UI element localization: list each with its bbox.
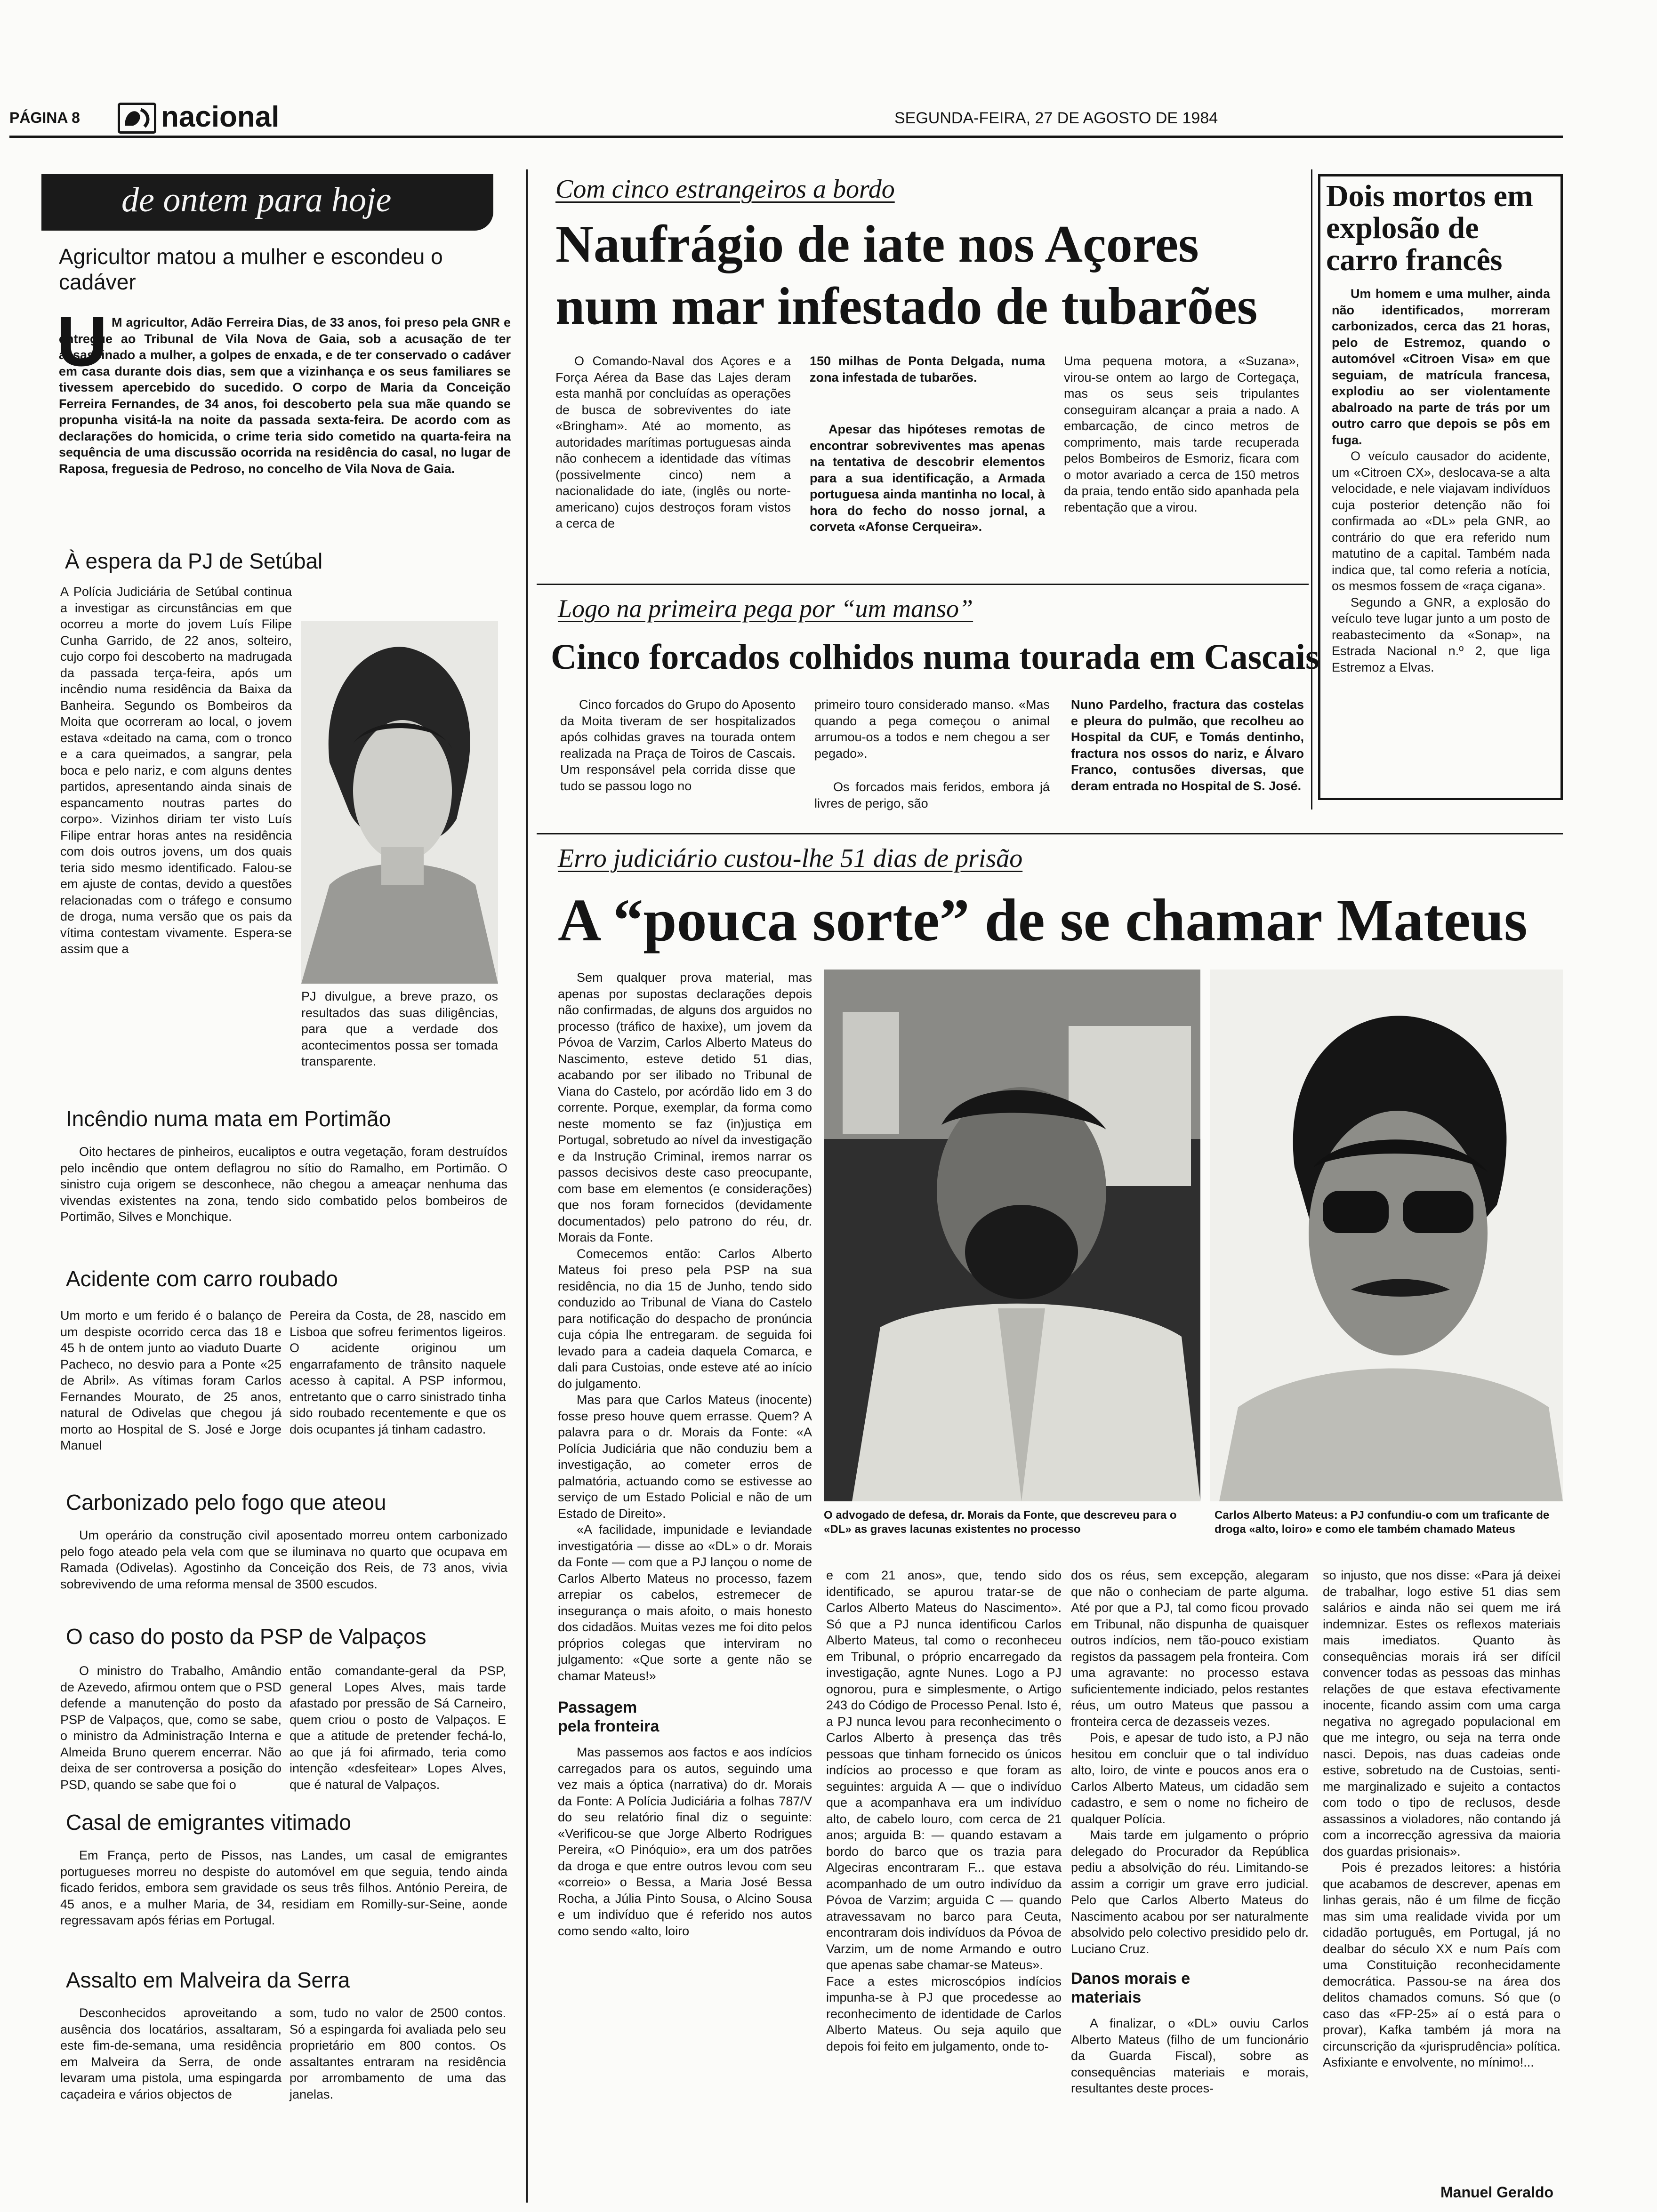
mateus-col1d: «A facilidade, impunidade e leviandade investigatória — disse ao «DL» o dr. Morais da Fonte — com que a PJ lançou o nome de Carlos Alberto Mateus no processo, fazem arrepiar os cabelos, estremecer de insegurança o mais afoito, o mais honesto dos cidadãos. Muitas vezes me foi dito pelos próprios colegas que interviram no julgamento: «Que sorte a gente não se chamar Mateus!» xyxy=(558,1523,812,1683)
portimao-body: Oito hectares de pinheiros, eucaliptos e outra vegetação, foram destruídos pelo incêndio que ontem deflagrou no sítio do Ramalho, em Portimão. O sinistro cuja origem se desconhece, não chegou a ameaçar nenhuma das vivendas existentes na zona, tendo sido combatido pelos bombeiros de Portimão, Silves e Monchique. xyxy=(60,1145,507,1224)
issue-date: SEGUNDA-FEIRA, 27 DE AGOSTO DE 1984 xyxy=(894,109,1218,127)
section-rule xyxy=(537,833,1563,834)
forcados-col2a: primeiro touro considerado manso. «Mas quando a pega começou o animal arrumou-os a todos e nem chegou a ser pegado». xyxy=(814,697,1050,761)
explosao-box xyxy=(1318,174,1563,800)
malveira-col2: som, tudo no valor de 2500 contos. Só a espingarda foi avaliada pelo seu proprietário em 800 contos. Os assaltantes entraram na residência por arrombamento de uma das janelas. xyxy=(290,2006,506,2101)
portimao-headline: Incêndio numa mata em Portimão xyxy=(66,1106,391,1131)
mateus-col1b: Comecemos então: Carlos Alberto Mateus foi preso pela PSP na sua residência, no dia 15 de Junho, tendo sido conduzido ao Tribunal de Viana do Castelo para notificação do despacho de pronúncia cuja cópia lhe entregaram. de seguida foi levado para a cadeia daquela Comarca, e dali para Custoias, onde esteve até ao início do julgamento. xyxy=(558,1246,812,1391)
passagem-subhead: Passagem pela fronteira xyxy=(558,1699,660,1735)
naufragio-col2b: Apesar das hipóteses remotas de encontrar sobreviventes mas apenas na tentativa de descobrir elementos para a sua identificação, a Armada portuguesa ainda mantinha no local, à hora do fecho do nosso jornal, a corveta «Afonse Cerqueira». xyxy=(810,422,1045,534)
naufragio-col2a: 150 milhas de Ponta Delgada, numa zona infestada de tubarões. xyxy=(810,354,1045,385)
forcados-headline: Cinco forcados colhidos numa tourada em Cascais xyxy=(551,637,1319,677)
page-label: PÁGINA 8 xyxy=(9,109,80,126)
naufragio-col3: Uma pequena motora, a «Suzana», virou-se ontem ao largo de Cortegaça, mas os seus seis tripulantes conseguiram alcançar a praia a nado. A embarcação, de cinco metros de comprimento, mais tarde recuperada pelos Bombeiros de Esmoriz, ficara com o motor avariado a cerca de 150 metros da praia, tendo então sido apanhada pela rebentação que a virou. xyxy=(1064,354,1299,514)
naufragio-col1: O Comando-Naval dos Açores e a Força Aérea da Base das Lajes deram esta manhã por concluídas as operações de busca de sobreviventes do iate «Bringham». Até ao momento, as autoridades marítimas portuguesas ainda não conhecem a identidade das vítimas (possivelmente cinco) nem a nacionalidade do iate, (inglês ou norte-americano) cujos destroços foram vistos a cerca de xyxy=(555,354,791,530)
victim-portrait-photo xyxy=(301,621,498,984)
column-divider xyxy=(526,169,528,2203)
emigrantes-body: Em França, perto de Pissos, nas Landes, um casal de emigrantes portugueses morreu no despiste do automóvel em que seguia, tendo ainda ficado feridos, embora sem gravidade os seus três filhos. António Pereira, de 45 anos, e a mulher Maria, de 34, residiam em Romilly-sur-Seine, aonde regressavam após férias em Portugal. xyxy=(60,1848,507,1927)
explosao-p3: Segundo a GNR, a explosão do veículo teve lugar junto a um posto de reabastecimento da «Sonap», na Estrada Nacional n.º 2, que liga Estremoz a Elvas. xyxy=(1332,595,1550,674)
setubal-headline: À espera da PJ de Setúbal xyxy=(65,549,323,573)
mateus-col4 xyxy=(1323,1567,1560,2071)
carro-col1: Um morto e um ferido é o balanço de um despiste ocorrido cerca das 18 e 45 h de ontem junto ao viaduto Duarte Pacheco, no desvio para a Ponte «25 de Abril». As vítimas foram Carlos Fernandes Mourato, de 25 anos, natural de Odivelas que chegou já morto ao Hospital de S. José e Jorge Manuel xyxy=(60,1308,282,1452)
mateus-headline: A “pouca sorte” de se chamar Mateus xyxy=(558,887,1528,954)
masthead-rule xyxy=(9,136,1563,138)
mateus-col3b: Pois, e apesar de tudo isto, a PJ não hesitou em concluir que o tal indivíduo alto, loiro, de vinte e poucos anos era o Carlos Alberto Mateus, um cidadão sem cadastro, e sem o nome no ficheiro de qualquer Polícia. xyxy=(1071,1731,1309,1826)
mateus-col1a: Sem qualquer prova material, mas apenas por supostas declarações depois não confirmadas, de alguns dos arguidos no processo (tráfico de haxixe), um jovem da Póvoa de Varzim, Carlos Alberto Mateus do Nascimento, esteve detido 51 dias, acabando por ser ilibado no Tribunal de Viana do Castelo, por acórdão lido em 3 do corrente. Porque, exemplar, da forma como neste momento se faz (in)justiça em Portugal, sobretudo ao nível da investigação e da Instrução Criminal, iremos narrar os passos decisivos deste caso preocupante, com base em elementos (e considerações) que nos foram fornecidos (devidamente documentados) pelo patrono do réu, dr. Morais da Fonte. xyxy=(558,970,812,1244)
lawyer-photo xyxy=(824,970,1200,1501)
forcados-col2b: Os forcados mais feridos, embora já livres de perigo, são xyxy=(814,780,1050,810)
valpacos-headline: O caso do posto da PSP de Valpaços xyxy=(66,1624,426,1649)
forcados-col1: Cinco forcados do Grupo do Aposento da Moita tiveram de ser hospitalizados após colhidas graves na tourada ontem realizada na Praça de Toiros de Cascais. Um responsável pela corrida disse que tudo se passou logo no xyxy=(560,697,796,793)
mateus-col4b: Pois é prezados leitores: a história que acabamos de descrever, apenas em linhas gerais, não é um filme de ficção mas sim uma realidade vivida por um cidadão português, em Portugal, já no dealbar do século XX e num País com uma Constituição reconhecidamente democrática. Passou-se na área dos delitos chamados comuns. Só que (o caso das «FP-25» aí o está para o provar), Kafka também já mora na circunscrição da «jurisprudência» política. Asfixiante e envolvente, no mínimo!... xyxy=(1323,1860,1560,2069)
mateus-col1 xyxy=(558,970,812,1939)
mateus-col1c: Mas para que Carlos Mateus (inocente) fosse preso houve quem errasse. Quem? A palavra para o dr. Morais da Fonte: «A Polícia Judiciária que não conduziu bem a investigação, ao cometer erros de palmatória, actuando como se estivesse ao serviço de um Estado Policial e não de um Estado de Direito». xyxy=(558,1393,812,1521)
mateus-col2: e com 21 anos», que, tendo sido identificado, se apurou tratar-se de Carlos Alberto Mateus do Nascimento». Só que a PJ nunca identificou Carlos Alberto Mateus, tal como o reconheceu em Tribunal, o próprio encarregado da investigação, agnte Nunes. Logo a PJ ognorou, pura e simplesmente, o Artigo 243 do Código de Processo Penal. Isto é, a PJ nunca levou para reconhecimento o Carlos Alberto à presença das três pessoas que tinham fornecido os únicos indícios ao processo e que foram as seguintes: arguida A — que o indivíduo que a acompanhava era um indivíduo alto, de cabelo louro, com cerca de 21 anos; arguida B: — quando estavam a bordo do barco que os trazia para Algeciras encontraram F... que estava acompanhado de um outro indivíduo da Póvoa de Varzim; arguida C — quando atravessavam no barco para Ceuta, encontraram dois indivíduos da Póvoa de Varzim, um de nome Armando e outro que apenas sabe chamar-se Mateus». Face a estes microscópios indícios impunha-se à PJ que procedesse ao reconhecimento de identidade de Carlos Alberto Mateus. Ou seja aquilo que depois foi feito em julgamento, onde to- xyxy=(826,1568,1062,2053)
valpacos-col2: então comandante-geral da PSP, general Lopes Alves, mais tarde afastado por pressão de Sá Carneiro, quem criou o posto de Valpaços. E que a atitude de pretender fechá-lo, ao que já foi afirmado, teria como intenção «desfeitear» Lopes Alves, que é natural de Valpaços. xyxy=(290,1664,506,1792)
emigrantes-headline: Casal de emigrantes vitimado xyxy=(66,1810,351,1835)
carro-col2: Pereira da Costa, de 28, nascido em Lisboa que sofreu ferimentos ligeiros. O acidente originou um engarrafamento de trânsito naquele acesso à capital. A PSP informou, entretanto que o carro sinistrado tinha sido roubado recentemente e que os dois ocupantes já tinham cadastro. xyxy=(290,1308,506,1436)
naufragio-headline-line1: Naufrágio de iate nos Açores xyxy=(555,215,1199,273)
mateus-col3 xyxy=(1071,1567,1309,2097)
naufragio-headline-line2: num mar infestado de tubarões xyxy=(555,277,1258,336)
setubal-col2: PJ divulgue, a breve prazo, os resultados das suas diligências, para que a verdade dos acontecimentos possa ser tomada transparente. xyxy=(301,989,498,1068)
dropcap: U xyxy=(56,302,108,381)
mateus-col4a: so injusto, que nos disse: «Para já deixei de trabalhar, logo estive 51 dias sem salários e ainda não sei quem me irá indemnizar. Estes os reflexos materiais mais imediatos. Quanto às consequências morais irá ser difícil convencer todas as pessoas das minhas relações de que estava efectivamente inocente, ficando assim com uma carga negativa no agregado populacional em que me integro, ou seja na terra onde nasci. Depois, nas duas cadeias onde estive, sobretudo na de Custoias, senti-me marginalizado e sujeito a contactos com todo o tipo de reclusos, desde assassinos a violadores, não contando já com a incorrecção agressiva da maioria dos guardas prisionais». xyxy=(1323,1568,1560,1859)
lead-headline: Agricultor matou a mulher e escondeu o cadáver xyxy=(59,244,443,294)
forcados-kicker: Logo na primeira pega por “um manso” xyxy=(558,594,973,623)
explosao-p2: O veículo causador do acidente, um «Citroen CX», deslocava-se a alta velocidade, e nele viajavam indivíduos cuja posterior detenção não foi confirmada ao «DL» pela GNR, ao contrário do que era referido num matutino de a capital. Também nada indica que, tal como referia a notícia, os mesmos fossem de «raça cigana». xyxy=(1332,449,1550,593)
dl-logo-icon xyxy=(118,103,156,134)
malveira-headline: Assalto em Malveira da Serra xyxy=(66,1968,350,1992)
lawyer-caption: O advogado de defesa, dr. Morais da Fonte, que descreveu para o «DL» as graves lacunas existentes no processo xyxy=(824,1509,1177,1536)
de-ontem-banner xyxy=(41,174,493,231)
explosao-p1: Um homem e uma mulher, ainda não identificados, morreram carbonizados, cerca das 21 horas, pelo de Estremoz, quando o automóvel «Citroen Visa» em que seguiam, de matrícula francesa, explodiu ao ser violentamente abalroado na parte de trás por um outro carro que depois se pôs em fuga. xyxy=(1332,287,1550,447)
malveira-col1: Desconhecidos aproveitando a ausência dos locatários, assaltaram, este fim-de-semana, uma residência em Malveira da Serra, de onde levaram uma pistola, uma espingarda caçadeira e vários objectos de xyxy=(60,2006,282,2101)
mateus-col3d: A finalizar, o «DL» ouviu Carlos Alberto Mateus (filho de um funcionário da Guarda Fiscal), sobre as consequências materiais e morais, resultantes deste proces- xyxy=(1071,2016,1309,2095)
forcados-col3: Nuno Pardelho, fractura das costelas e pleura do pulmão, que recolheu ao Hospital da CUF, e Tomás dentinho, fractura nos ossos do nariz, e Álvaro Franco, contusões diversas, que deram entrada no Hospital de S. José. xyxy=(1071,697,1304,793)
carbonizado-headline: Carbonizado pelo fogo que ateou xyxy=(66,1490,386,1515)
masthead xyxy=(0,0,1657,141)
mateus-col1e: Mas passemos aos factos e aos indícios carregados para os autos, seguindo uma vez mais a óptica (narrativa) do dr. Morais da Fonte: A Polícia Judiciária a folhas 787/V do seu relatório final diz o seguinte: «Verificou-se que Jorge Alberto Rodrigues Pereira, «O Pinóquio», era um dos patrões da droga e que entre outros levou com seu «correio» o Bessa, a Maria José Bessa Rocha, a Júlia Pinto Sousa, o Alcino Sousa e um indivíduo que é referido nos autos como sendo «alto, loiro xyxy=(558,1745,812,1938)
danos-subhead: Danos morais e materiais xyxy=(1071,1970,1190,2006)
carro-headline: Acidente com carro roubado xyxy=(66,1266,338,1291)
byline: Manuel Geraldo xyxy=(1440,2184,1554,2201)
explosao-headline: Dois mortos em explosão de carro francês xyxy=(1326,179,1533,277)
section-rule xyxy=(537,584,1309,585)
carlos-mateus-photo xyxy=(1210,970,1563,1501)
mateus-col3c: Mais tarde em julgamento o próprio delegado do Procurador da República pediu a absolvição do réu. Limitando-se assim a corrigir um grave erro judicial. Pelo que Carlos Alberto Mateus do Nascimento acabou por ser naturalmente absolvido pelo colectivo presidido pelo dr. Luciano Cruz. xyxy=(1071,1828,1309,1956)
mateus-kicker: Erro judiciário custou-lhe 51 dias de prisão xyxy=(558,844,1023,873)
mateus-col3a: dos os réus, sem excepção, alegaram que não o conheciam de parte alguma. Até por que a PJ, tal como ficou provado em Tribunal, não dispunha de quaisquer outros indícios, nem tão-pouco existiam registos da passagem pela fronteira. Com uma agravante: no processo estava suficientemente indiciado, pelos restantes réus, um outro Mateus que passou a fronteira cerca de dezasseis vezes. xyxy=(1071,1568,1309,1729)
section-name: nacional xyxy=(161,101,280,133)
naufragio-kicker: Com cinco estrangeiros a bordo xyxy=(555,175,895,204)
valpacos-col1: O ministro do Trabalho, Amândio de Azevedo, afirmou ontem que o PSD defende a manutenção do posto da PSP de Valpaços, que, como se sabe, o ministro da Administração Interna e Almeida Bruno querem encerrar. Não deixa de ser controversa a posição do PSD, quando se sabe que foi o xyxy=(60,1664,282,1792)
column-divider xyxy=(1311,169,1312,809)
carbonizado-body: Um operário da construção civil aposentado morreu ontem carbonizado pelo fogo ateado pela vela com que se iluminava no quarto que ocupava em Ramada (Odivelas). Agostinho da Conceição dos Reis, de 73 anos, vivia sobrevivendo de uma reforma mensal de 3500 escudos. xyxy=(60,1528,507,1591)
setubal-col1: A Polícia Judiciária de Setúbal continua a investigar as circunstâncias em que ocorreu a morte do jovem Luís Filipe Cunha Garrido, de 22 anos, solteiro, cujo corpo foi descoberto na madrugada da passada terça-feira, após um incêndio numa residência da Baixa da Banheira. Segundo os Bombeiros da Moita que ocorreram ao local, o jovem estava «deitado na cama, com o tronco e a cara queimados, a sangrar, pela boca e pelo nariz, e com alguns dentes partidos, apresentando ainda sinais de espancamento noutras partes do corpo». Vizinhos diriam ter visto Luís Filipe entrar horas antes na residência com dois outros jovens, um dos quais teria sido mesmo identificado. Falou-se em ajuste de contas, devido a questões relacionadas com o tráfego e consumo de droga, numa versão que os pais da vítima contestam vivamente. Espera-se assim que a xyxy=(60,585,292,956)
banner-title: de ontem para hoje xyxy=(121,181,392,219)
lead-body: M agricultor, Adão Ferreira Dias, de 33 anos, foi preso pela GNR e entregue ao Tribunal de Vila Nova de Gaia, sob a acusação de ter assassinado a mulher, a golpes de enxada, e de ter conservado o cadáver em casa durante dois dias, sem que a vizinhança e os seus familiares se tivessem apercebido do sucedido. O corpo de Maria da Conceição Ferreira Fernandes, de 34 anos, foi descoberto pela sua mãe quando se propunha visitá-la na noite da passada sexta-feira. De acordo com as declarações do homicida, o crime teria sido cometido na quarta-feira na sequência de uma discussão ocorrida na residência do casal, no lugar de Raposa, freguesia de Pedroso, no concelho de Vila Nova de Gaia. xyxy=(59,315,511,476)
mateus-caption: Carlos Alberto Mateus: a PJ confundiu-o com um traficante de droga «alto, loiro» e como ele também chamado Mateus xyxy=(1215,1509,1550,1536)
